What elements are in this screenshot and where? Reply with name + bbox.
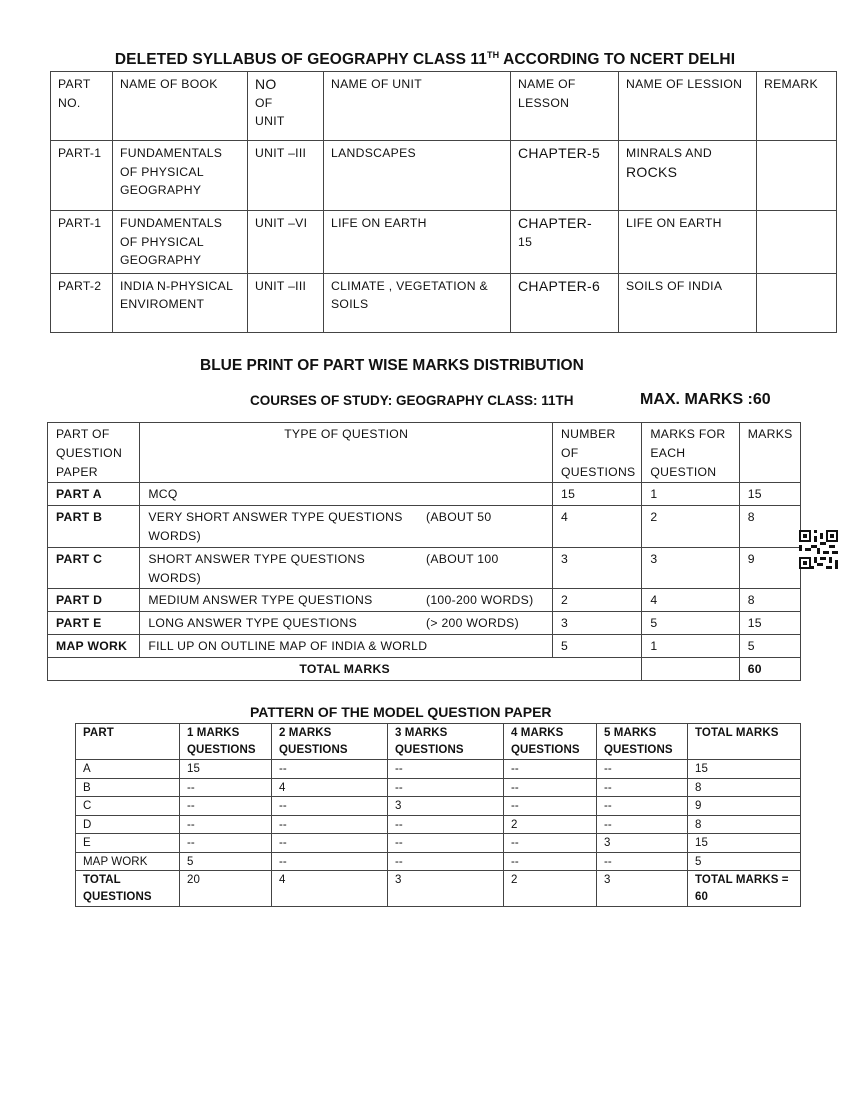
cell-part: PART E (48, 612, 140, 635)
cell-type: MEDIUM ANSWER TYPE QUESTIONS (100-200 WORDS) (140, 589, 553, 612)
cell-part: PART C (48, 547, 140, 589)
cell-marks: 15 (739, 483, 800, 506)
table-row (76, 760, 801, 779)
table-row (76, 797, 801, 816)
cell: -- (597, 797, 688, 816)
header-part: PART OF QUESTION PAPER (48, 423, 140, 483)
cell-book: INDIA N-PHYSICAL ENVIROMENT (113, 273, 248, 332)
cell-marks: 8 (739, 589, 800, 612)
table-row (76, 834, 801, 853)
cell-remark (757, 211, 837, 274)
cell-part: PART-2 (51, 273, 113, 332)
cell-book: FUNDAMENTALS OF PHYSICAL GEOGRAPHY (113, 211, 248, 274)
cell: 5 (180, 852, 272, 871)
cell-lession: LIFE ON EARTH (619, 211, 757, 274)
cell: MAP WORK (76, 852, 180, 871)
cell-unit-no: UNIT –III (248, 141, 324, 211)
header-no-of-unit: NO OF UNIT (248, 72, 324, 141)
deleted-syllabus-table (50, 71, 837, 333)
header-name-of-book: NAME OF BOOK (113, 72, 248, 141)
cell: -- (180, 778, 272, 797)
header-remark: REMARK (757, 72, 837, 141)
cell-type: FILL UP ON OUTLINE MAP OF INDIA & WORLD (140, 634, 553, 657)
cell: 2 (504, 815, 597, 834)
table-row (51, 273, 837, 332)
cell-number: 2 (553, 589, 642, 612)
cell-each: 1 (642, 483, 739, 506)
cell-lesson: CHAPTER-6 (511, 273, 619, 332)
cell: 3 (388, 871, 504, 907)
cell-lession: MINRALS AND ROCKS (619, 141, 757, 211)
table-row (48, 612, 801, 635)
cell-each: 5 (642, 612, 739, 635)
header-name-of-lession: NAME OF LESSION (619, 72, 757, 141)
cell-number: 3 (553, 612, 642, 635)
header-cell: 2 MARKS QUESTIONS (272, 724, 388, 760)
deleted-syllabus-title: DELETED SYLLABUS OF GEOGRAPHY CLASS 11TH ACCORDING TO NCERT DELHI (114, 50, 736, 68)
cell-type: LONG ANSWER TYPE QUESTIONS (> 200 WORDS) (140, 612, 553, 635)
cell-unit-name: LIFE ON EARTH (324, 211, 511, 274)
cell-part: MAP WORK (48, 634, 140, 657)
courses-of-study: COURSES OF STUDY: GEOGRAPHY CLASS: 11TH (250, 393, 574, 408)
qr-code-icon (799, 530, 838, 569)
cell: -- (597, 852, 688, 871)
cell-type: SHORT ANSWER TYPE QUESTIONS (ABOUT 100 WORDS) (140, 547, 553, 589)
table-row (76, 815, 801, 834)
cell-unit-no: UNIT –III (248, 273, 324, 332)
cell: -- (388, 852, 504, 871)
header-cell: TOTAL MARKS (688, 724, 801, 760)
table-header-row (51, 72, 837, 141)
header-name-of-unit: NAME OF UNIT (324, 72, 511, 141)
table-header-row (48, 423, 801, 483)
table-row (76, 778, 801, 797)
cell-unit-name: CLIMATE , VEGETATION & SOILS (324, 273, 511, 332)
cell: TOTAL MARKS = 60 (688, 871, 801, 907)
table-row (48, 483, 801, 506)
cell: 8 (688, 778, 801, 797)
cell: 5 (688, 852, 801, 871)
cell-each: 3 (642, 547, 739, 589)
cell: 15 (688, 834, 801, 853)
cell: -- (180, 815, 272, 834)
cell-type: MCQ (140, 483, 553, 506)
header-cell: 5 MARKS QUESTIONS (597, 724, 688, 760)
header-marks-each: MARKS FOR EACH QUESTION (642, 423, 739, 483)
cell: -- (504, 778, 597, 797)
cell: -- (388, 760, 504, 779)
cell-unit-no: UNIT –VI (248, 211, 324, 274)
cell: TOTAL QUESTIONS (76, 871, 180, 907)
cell-number: 4 (553, 506, 642, 548)
cell: E (76, 834, 180, 853)
cell: -- (504, 834, 597, 853)
cell: -- (272, 834, 388, 853)
cell: -- (597, 815, 688, 834)
table-row (51, 141, 837, 211)
table-row (48, 506, 801, 548)
cell: 8 (688, 815, 801, 834)
cell-part: PART A (48, 483, 140, 506)
table-row (51, 211, 837, 274)
blueprint-title: BLUE PRINT OF PART WISE MARKS DISTRIBUTION (200, 357, 584, 374)
cell: -- (180, 797, 272, 816)
cell-marks: 9 (739, 547, 800, 589)
cell: 2 (504, 871, 597, 907)
header-number: NUMBER OF QUESTIONS (553, 423, 642, 483)
cell: -- (388, 834, 504, 853)
header-cell: 4 MARKS QUESTIONS (504, 724, 597, 760)
cell: -- (504, 797, 597, 816)
header-cell: PART (76, 724, 180, 760)
cell-marks: 15 (739, 612, 800, 635)
cell-marks: 8 (739, 506, 800, 548)
cell: D (76, 815, 180, 834)
cell-remark (757, 141, 837, 211)
cell-part: PART-1 (51, 211, 113, 274)
cell: -- (180, 834, 272, 853)
total-row (48, 657, 801, 680)
cell: -- (597, 778, 688, 797)
cell-each: 2 (642, 506, 739, 548)
cell: 15 (180, 760, 272, 779)
cell-number: 3 (553, 547, 642, 589)
header-name-of-lesson: NAME OF LESSON (511, 72, 619, 141)
total-empty-cell (642, 657, 739, 680)
total-row (76, 871, 801, 907)
cell: -- (504, 760, 597, 779)
cell-remark (757, 273, 837, 332)
cell-lession: SOILS OF INDIA (619, 273, 757, 332)
cell: -- (388, 778, 504, 797)
cell: -- (597, 760, 688, 779)
cell-each: 1 (642, 634, 739, 657)
cell: -- (272, 797, 388, 816)
cell-unit-name: LANDSCAPES (324, 141, 511, 211)
cell: 4 (272, 871, 388, 907)
cell-each: 4 (642, 589, 739, 612)
cell-part: PART D (48, 589, 140, 612)
cell: 3 (597, 871, 688, 907)
cell: 15 (688, 760, 801, 779)
cell-book: FUNDAMENTALS OF PHYSICAL GEOGRAPHY (113, 141, 248, 211)
cell-part: PART B (48, 506, 140, 548)
table-row (76, 852, 801, 871)
cell: B (76, 778, 180, 797)
cell-type: VERY SHORT ANSWER TYPE QUESTIONS (ABOUT 50 WORDS) (140, 506, 553, 548)
table-header-row (76, 724, 801, 760)
cell: 3 (388, 797, 504, 816)
max-marks: MAX. MARKS :60 (640, 391, 771, 408)
cell-lesson: CHAPTER-5 (511, 141, 619, 211)
cell-marks: 5 (739, 634, 800, 657)
cell: -- (272, 852, 388, 871)
header-part-no: PART NO. (51, 72, 113, 141)
total-marks-label: TOTAL MARKS (48, 657, 642, 680)
cell: 20 (180, 871, 272, 907)
table-row (48, 634, 801, 657)
cell: -- (388, 815, 504, 834)
cell: A (76, 760, 180, 779)
table-row (48, 589, 801, 612)
cell-lesson: CHAPTER- 15 (511, 211, 619, 274)
total-marks-value: 60 (739, 657, 800, 680)
header-cell: 3 MARKS QUESTIONS (388, 724, 504, 760)
cell: -- (504, 852, 597, 871)
cell-number: 5 (553, 634, 642, 657)
pattern-title: PATTERN OF THE MODEL QUESTION PAPER (250, 704, 552, 720)
cell: 9 (688, 797, 801, 816)
blueprint-table (47, 422, 801, 681)
cell: C (76, 797, 180, 816)
cell: -- (272, 760, 388, 779)
cell: -- (272, 815, 388, 834)
header-marks: MARKS (739, 423, 800, 483)
cell: 3 (597, 834, 688, 853)
table-row (48, 547, 801, 589)
cell-number: 15 (553, 483, 642, 506)
cell: 4 (272, 778, 388, 797)
pattern-table (75, 723, 801, 907)
cell-part: PART-1 (51, 141, 113, 211)
header-type: TYPE OF QUESTION (140, 423, 553, 483)
header-cell: 1 MARKS QUESTIONS (180, 724, 272, 760)
